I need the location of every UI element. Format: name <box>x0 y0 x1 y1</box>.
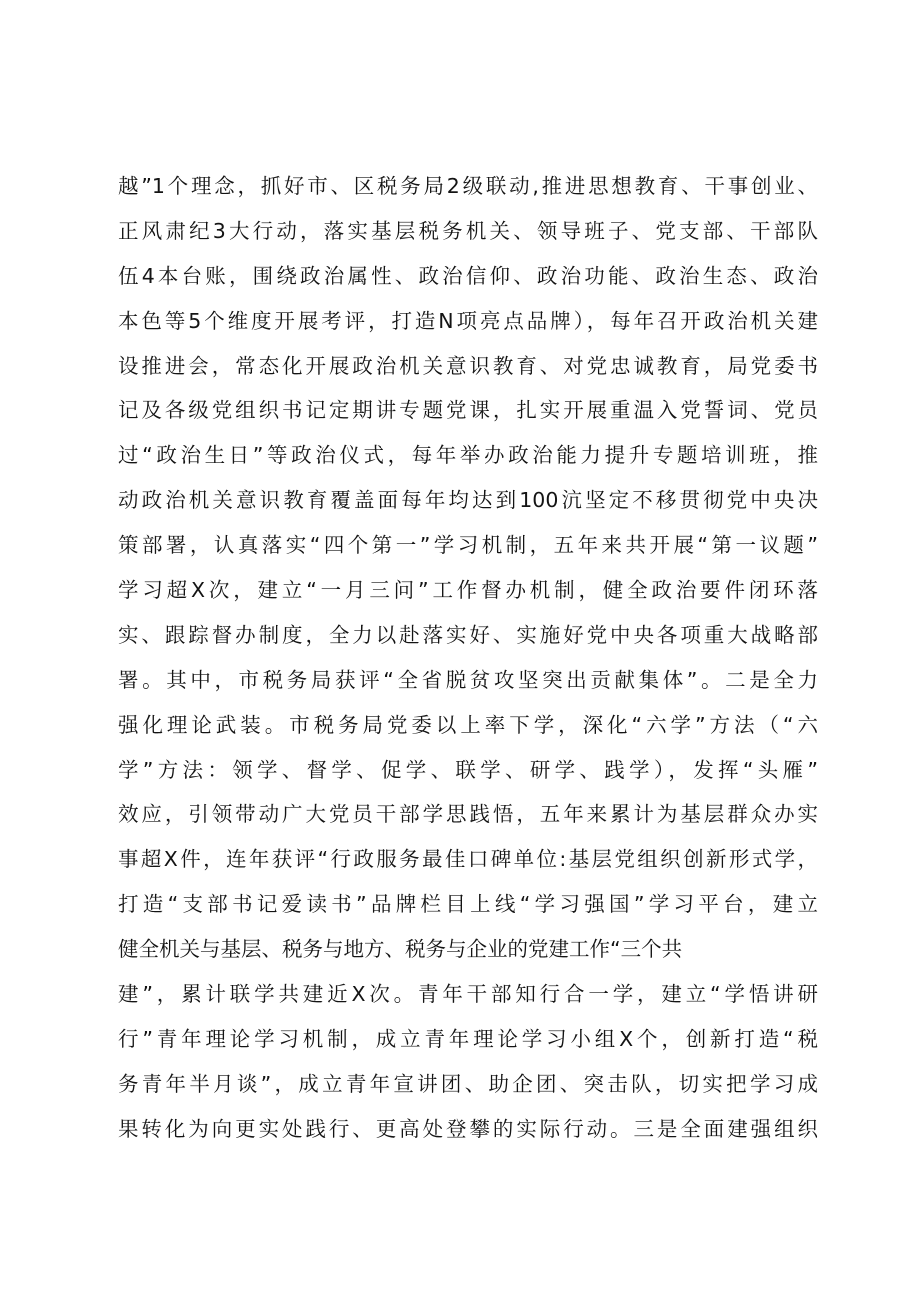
text-line: 健全机关与基层、税务与地方、税务与企业的党建工作“三个共 <box>118 937 683 962</box>
text-line: 过“政治生日”等政治仪式，每年举办政治能力提升专题培训班，推 <box>118 443 818 468</box>
text-line: 果转化为向更实处践行、更高处登攀的实际行动。三是全面建强组织 <box>118 1116 818 1141</box>
text-line: 建”，累计联学共建近X次。青年干部知行合一学，建立“学悟讲研 <box>118 982 818 1007</box>
text-line: 动政治机关意识教育覆盖面每年均达到100沆坚定不移贯彻党中央决 <box>118 488 818 513</box>
text-line: 行”青年理论学习机制，成立青年理论学习小组X个，创新打造“税 <box>118 1026 818 1051</box>
text-line: 署。其中，市税务局获评“全省脱贫攻坚突出贡献集体”。二是全力 <box>118 667 818 692</box>
text-line: 学”方法：领学、督学、促学、联学、研学、践学），发挥“头雁” <box>118 757 818 782</box>
text-line: 效应，引领带动广大党员干部学思践悟，五年来累计为基层群众办实 <box>118 802 818 827</box>
body-text <box>118 164 818 1152</box>
text-line: 事超X件，连年获评“行政服务最佳口碑单位:基层党组织创新形式学， <box>118 847 818 872</box>
text-line: 越”1个理念，抓好市、区税务局2级联动,推进思想教育、干事创业、 <box>118 174 818 198</box>
text-line: 强化理论武装。市税务局党委以上率下学，深化“六学”方法（“六 <box>118 712 818 737</box>
text-line: 实、跟踪督办制度，全力以赴落实好、实施好党中央各项重大战略部 <box>118 622 818 647</box>
text-line: 策部署，认真落实“四个第一”学习机制，五年来共开展“第一议题” <box>118 533 818 558</box>
text-line: 记及各级党组织书记定期讲专题党课，扎实开展重温入党誓词、党员 <box>118 398 818 423</box>
text-line: 务青年半月谈”，成立青年宣讲团、助企团、突击队，切实把学习成 <box>118 1071 818 1096</box>
text-line: 伍4本台账，围绕政治属性、政治信仰、政治功能、政治生态、政治 <box>118 263 818 288</box>
text-line: 设推进会，常态化开展政治机关意识教育、对党忠诚教育，局党委书 <box>118 353 818 378</box>
text-line: 打造“支部书记爱读书”品牌栏目上线“学习强国”学习平台，建立 <box>118 892 818 917</box>
text-line: 正风肃纪3大行动，落实基层税务机关、领导班子、党支部、干部队 <box>118 218 818 243</box>
text-line: 本色等5个维度开展考评，打造N项亮点品牌），每年召开政治机关建 <box>118 308 818 333</box>
text-line: 学习超X次，建立“一月三问”工作督办机制，健全政治要件闭环落 <box>118 578 818 603</box>
